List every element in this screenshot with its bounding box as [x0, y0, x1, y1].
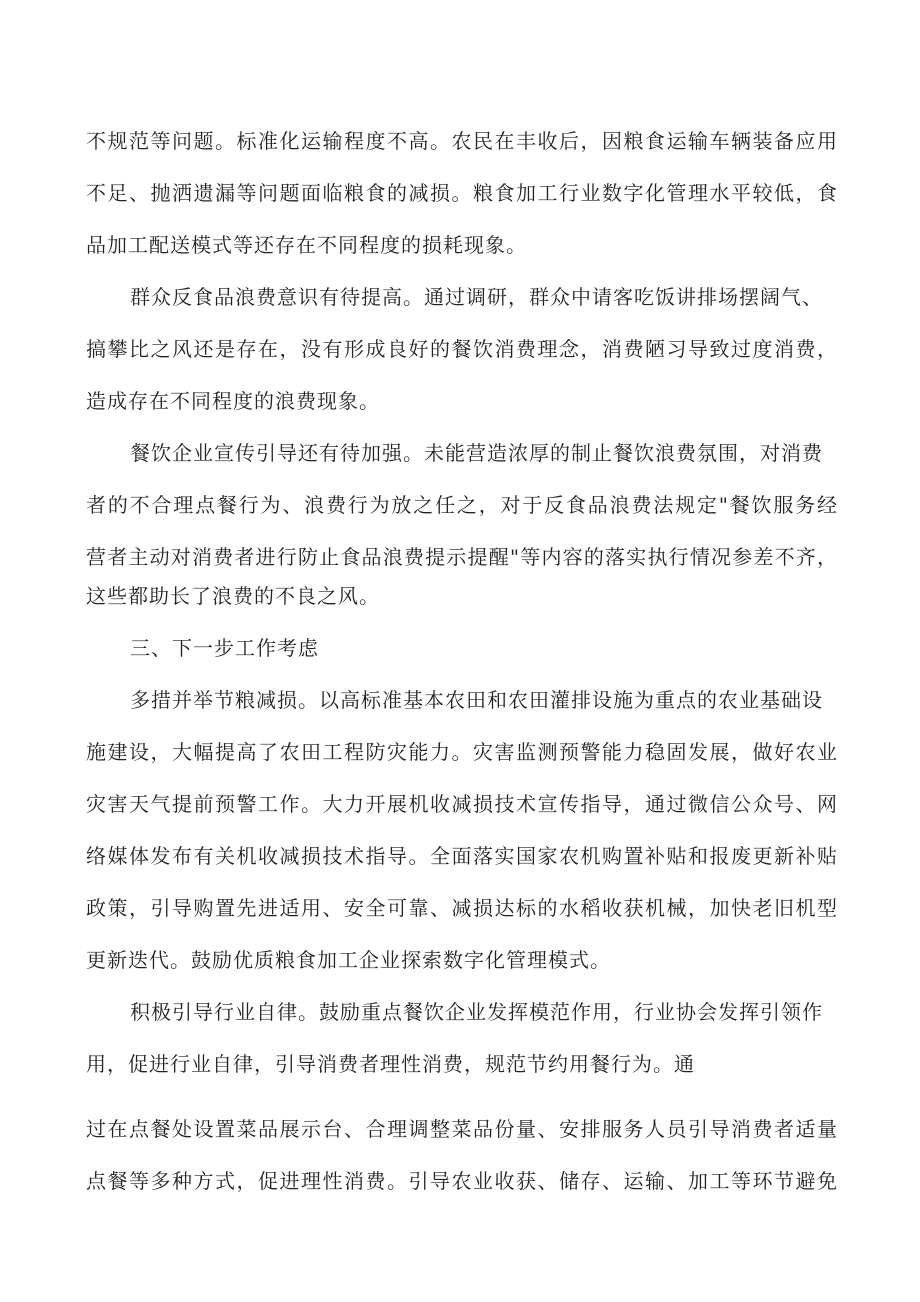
paragraph-line: 施建设，大幅提高了农田工程防灾能力。灾害监测预警能力稳固发展，做好农业 — [86, 740, 838, 764]
paragraph-line: 营者主动对消费者进行防止食品浪费提示提醒"等内容的落实执行情况参差不齐， — [86, 545, 838, 569]
paragraph-line: 群众反食品浪费意识有待提高。通过调研，群众中请客吃饭讲排场摆阔气、 — [130, 285, 823, 309]
paragraph-line: 政策，引导购置先进适用、安全可靠、减损达标的水稻收获机械，加快老旧机型 — [86, 896, 838, 920]
paragraph-line: 搞攀比之风还是存在，没有形成良好的餐饮消费理念，消费陋习导致过度消费， — [86, 337, 838, 361]
paragraph-line: 造成存在不同程度的浪费现象。 — [86, 389, 380, 413]
paragraph-line: 餐饮企业宣传引导还有待加强。未能营造浓厚的制止餐饮浪费氛围，对消费 — [130, 441, 823, 465]
paragraph-line: 品加工配送模式等还存在不同程度的损耗现象。 — [86, 233, 527, 257]
paragraph-line: 不规范等问题。标准化运输程度不高。农民在丰收后，因粮食运输车辆装备应用 — [86, 129, 838, 153]
paragraph-line: 灾害天气提前预警工作。大力开展机收减损技术宣传指导，通过微信公众号、网 — [86, 792, 838, 816]
paragraph-line: 者的不合理点餐行为、浪费行为放之任之，对于反食品浪费法规定"餐饮服务经 — [86, 493, 838, 517]
paragraph-line: 积极引导行业自律。鼓励重点餐饮企业发挥模范作用，行业协会发挥引领作 — [130, 1000, 823, 1024]
paragraph-line: 这些都助长了浪费的不良之风。 — [86, 584, 380, 608]
paragraph-line: 点餐等多种方式，促进理性消费。引导农业收获、储存、运输、加工等环节避免 — [86, 1169, 838, 1193]
paragraph-line: 过在点餐处设置菜品展示台、合理调整菜品份量、安排服务人员引导消费者适量 — [86, 1117, 838, 1141]
paragraph-line: 用，促进行业自律，引导消费者理性消费，规范节约用餐行为。通 — [86, 1052, 695, 1076]
section-heading: 三、下一步工作考虑 — [130, 636, 319, 660]
paragraph-line: 更新迭代。鼓励优质粮食加工企业探索数字化管理模式。 — [86, 948, 611, 972]
paragraph-line: 络媒体发布有关机收减损技术指导。全面落实国家农机购置补贴和报废更新补贴 — [86, 844, 838, 868]
paragraph-line: 多措并举节粮减损。以高标准基本农田和农田灌排设施为重点的农业基础设 — [130, 688, 823, 712]
paragraph-line: 不足、抛洒遗漏等问题面临粮食的减损。粮食加工行业数字化管理水平较低，食 — [86, 181, 838, 205]
